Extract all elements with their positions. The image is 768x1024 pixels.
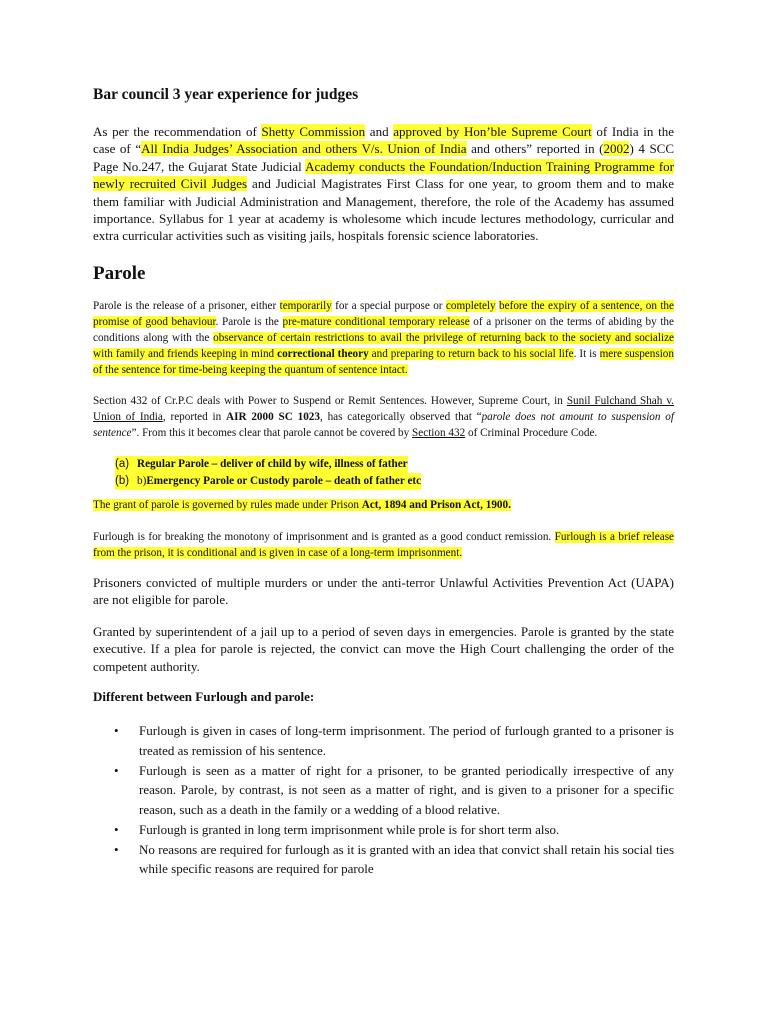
highlight-furlough-definition: Furlough is a brief release from the prison, it is conditional and is given in case of a long-term imprisonment. <box>93 530 675 559</box>
text-run: . Parole is the <box>215 315 283 328</box>
bullet-text: Furlough is granted in long term imprisonment while prole is for short term also. <box>139 821 560 837</box>
quote-parole: parole does not amount to suspension of sentence <box>93 410 674 439</box>
bullet-text: Furlough is given in cases of long-term imprisonment. The period of furlough granted to a prisoner is treated as remission of his sentence. <box>139 723 674 758</box>
highlight-case-name: All India Judges’ Association and others V/s. Union of India <box>141 141 467 157</box>
highlight-temporarily: temporarily <box>279 299 332 312</box>
list-item <box>114 721 674 760</box>
citation-air: AIR 2000 SC 1023 <box>226 410 320 423</box>
list-item <box>114 761 674 819</box>
text-run: and <box>365 124 394 139</box>
text-run: Furlough is for breaking the monotony of imprisonment and is granted as a good conduct remission. <box>93 530 555 543</box>
bullet-icon: • <box>114 842 119 858</box>
text-run: , has categorically observed that “ <box>319 410 482 423</box>
highlight-prison-acts: Act, 1894 and Prison Act, 1900. <box>361 498 511 511</box>
bullet-icon: • <box>114 762 119 778</box>
list-item-prefix: b) <box>137 473 146 490</box>
paragraph-parole-definition <box>93 298 674 378</box>
paragraph-uapa: Prisoners convicted of multiple murders or under the anti-terror Unlawful Activities Prevention Act (UAPA) are not eligible for parole. <box>93 574 674 608</box>
highlight-rules: The grant of parole is governed by rules made under Prison <box>93 498 362 511</box>
text-run: Section 432 of Cr.P.C deals with Power to Suspend or Remit Sentences. However, Supreme Court, in <box>93 394 567 407</box>
text-run: and others” reported in ( <box>466 141 604 157</box>
text-run: of Criminal Procedure Code. <box>465 426 598 439</box>
bullet-icon: • <box>114 821 119 837</box>
text-run: for a special purpose or <box>331 299 446 312</box>
highlight-before-expiry: before the expiry of a sentence, on the promise of good behaviour <box>93 299 674 328</box>
heading-bar-council: Bar council 3 year experience for judges <box>93 86 359 103</box>
highlight-completely: completely <box>445 299 496 312</box>
highlight-social-life: and preparing to return back to his social life <box>368 347 574 360</box>
text-run: . It is <box>573 347 600 360</box>
list-marker: (b) <box>115 473 137 490</box>
case-citation-link: Sunil Fulchand Shah v. Union of India <box>93 394 674 423</box>
highlight-mere-suspension: mere suspension of the sentence for time-being keeping the quantum of sentence intact. <box>93 347 674 376</box>
bullet-text: No reasons are required for furlough as it is granted with an idea that convict shall retain his social ties while specific reasons are required for parole <box>139 842 674 877</box>
highlight-academy-programme: Academy conducts the Foundation/Induction Training Programme for newly recruited Civil Judges <box>93 158 674 192</box>
list-item <box>115 456 674 473</box>
text-run: ) 4 SCC Page No.247, the Gujarat State Judicial <box>93 141 675 174</box>
text-run: Parole is the release of a prisoner, either <box>93 299 280 312</box>
section-432-link: Section 432 <box>412 426 466 439</box>
text-run: of India in the case of “ <box>93 124 674 157</box>
highlight-shetty-commission: Shetty Commission <box>261 124 366 139</box>
difference-list <box>93 721 674 878</box>
parole-types-list <box>93 456 674 490</box>
bullet-text: Furlough is seen as a matter of right for a prisoner, to be granted periodically irrespective of any reason. Parole, by contrast, is not seen as a matter of right, and is given to a prisoner for a specific reason, such as a death in the family or a wedding of a blood relative. <box>139 762 674 817</box>
highlight-supreme-court: approved by Hon’ble Supreme Court <box>393 124 592 139</box>
paragraph-academy <box>93 123 674 245</box>
list-item-text: Regular Parole – deliver of child by wife, illness of father <box>137 456 408 473</box>
list-item-text: Emergency Parole or Custody parole – death of father etc <box>146 473 421 490</box>
heading-difference: Different between Furlough and parole: <box>93 689 315 705</box>
bullet-icon: • <box>114 723 119 739</box>
text-run: As per the recommendation of <box>93 124 262 139</box>
list-item <box>115 473 674 490</box>
text-run: and Judicial Magistrates First Class for one year, to groom them and to make them familiar with Judicial Administration and Management, therefore, the role of the Academy has assumed importance. Syllabus for 1 year at academy is wholesome which incude lectures methodology, curricular and extra curricular activities such as visiting jails, hospitals forensic science laboratories. <box>93 176 674 244</box>
list-item <box>114 840 674 879</box>
paragraph-superintendent: Granted by superintendent of a jail up to a period of seven days in emergencies. Parole is granted by the state executive. If a plea for parole is rejected, the convict can move the High Court challenging the order of the competent authority. <box>93 623 674 674</box>
text-run: , reported in <box>162 410 227 423</box>
list-item <box>114 820 674 839</box>
text-run: of a prisoner on the terms of abiding by the conditions along with the <box>93 315 674 344</box>
paragraph-furlough <box>93 529 674 561</box>
paragraph-prison-act <box>93 497 674 513</box>
highlight-restrictions: observance of certain restrictions to avail the privilege of returning back to the society and socialize with family and friends keeping in mind <box>93 331 674 360</box>
highlight-correctional-theory: correctional theory <box>277 347 369 360</box>
list-marker: (a) <box>115 456 137 473</box>
highlight-conditional-release: pre-mature conditional temporary release <box>282 315 470 328</box>
heading-parole: Parole <box>93 262 146 284</box>
text-run: ”. From this it becomes clear that parole cannot be covered by <box>131 426 413 439</box>
paragraph-section-432 <box>93 393 674 441</box>
highlight-year: 2002 <box>603 141 630 157</box>
